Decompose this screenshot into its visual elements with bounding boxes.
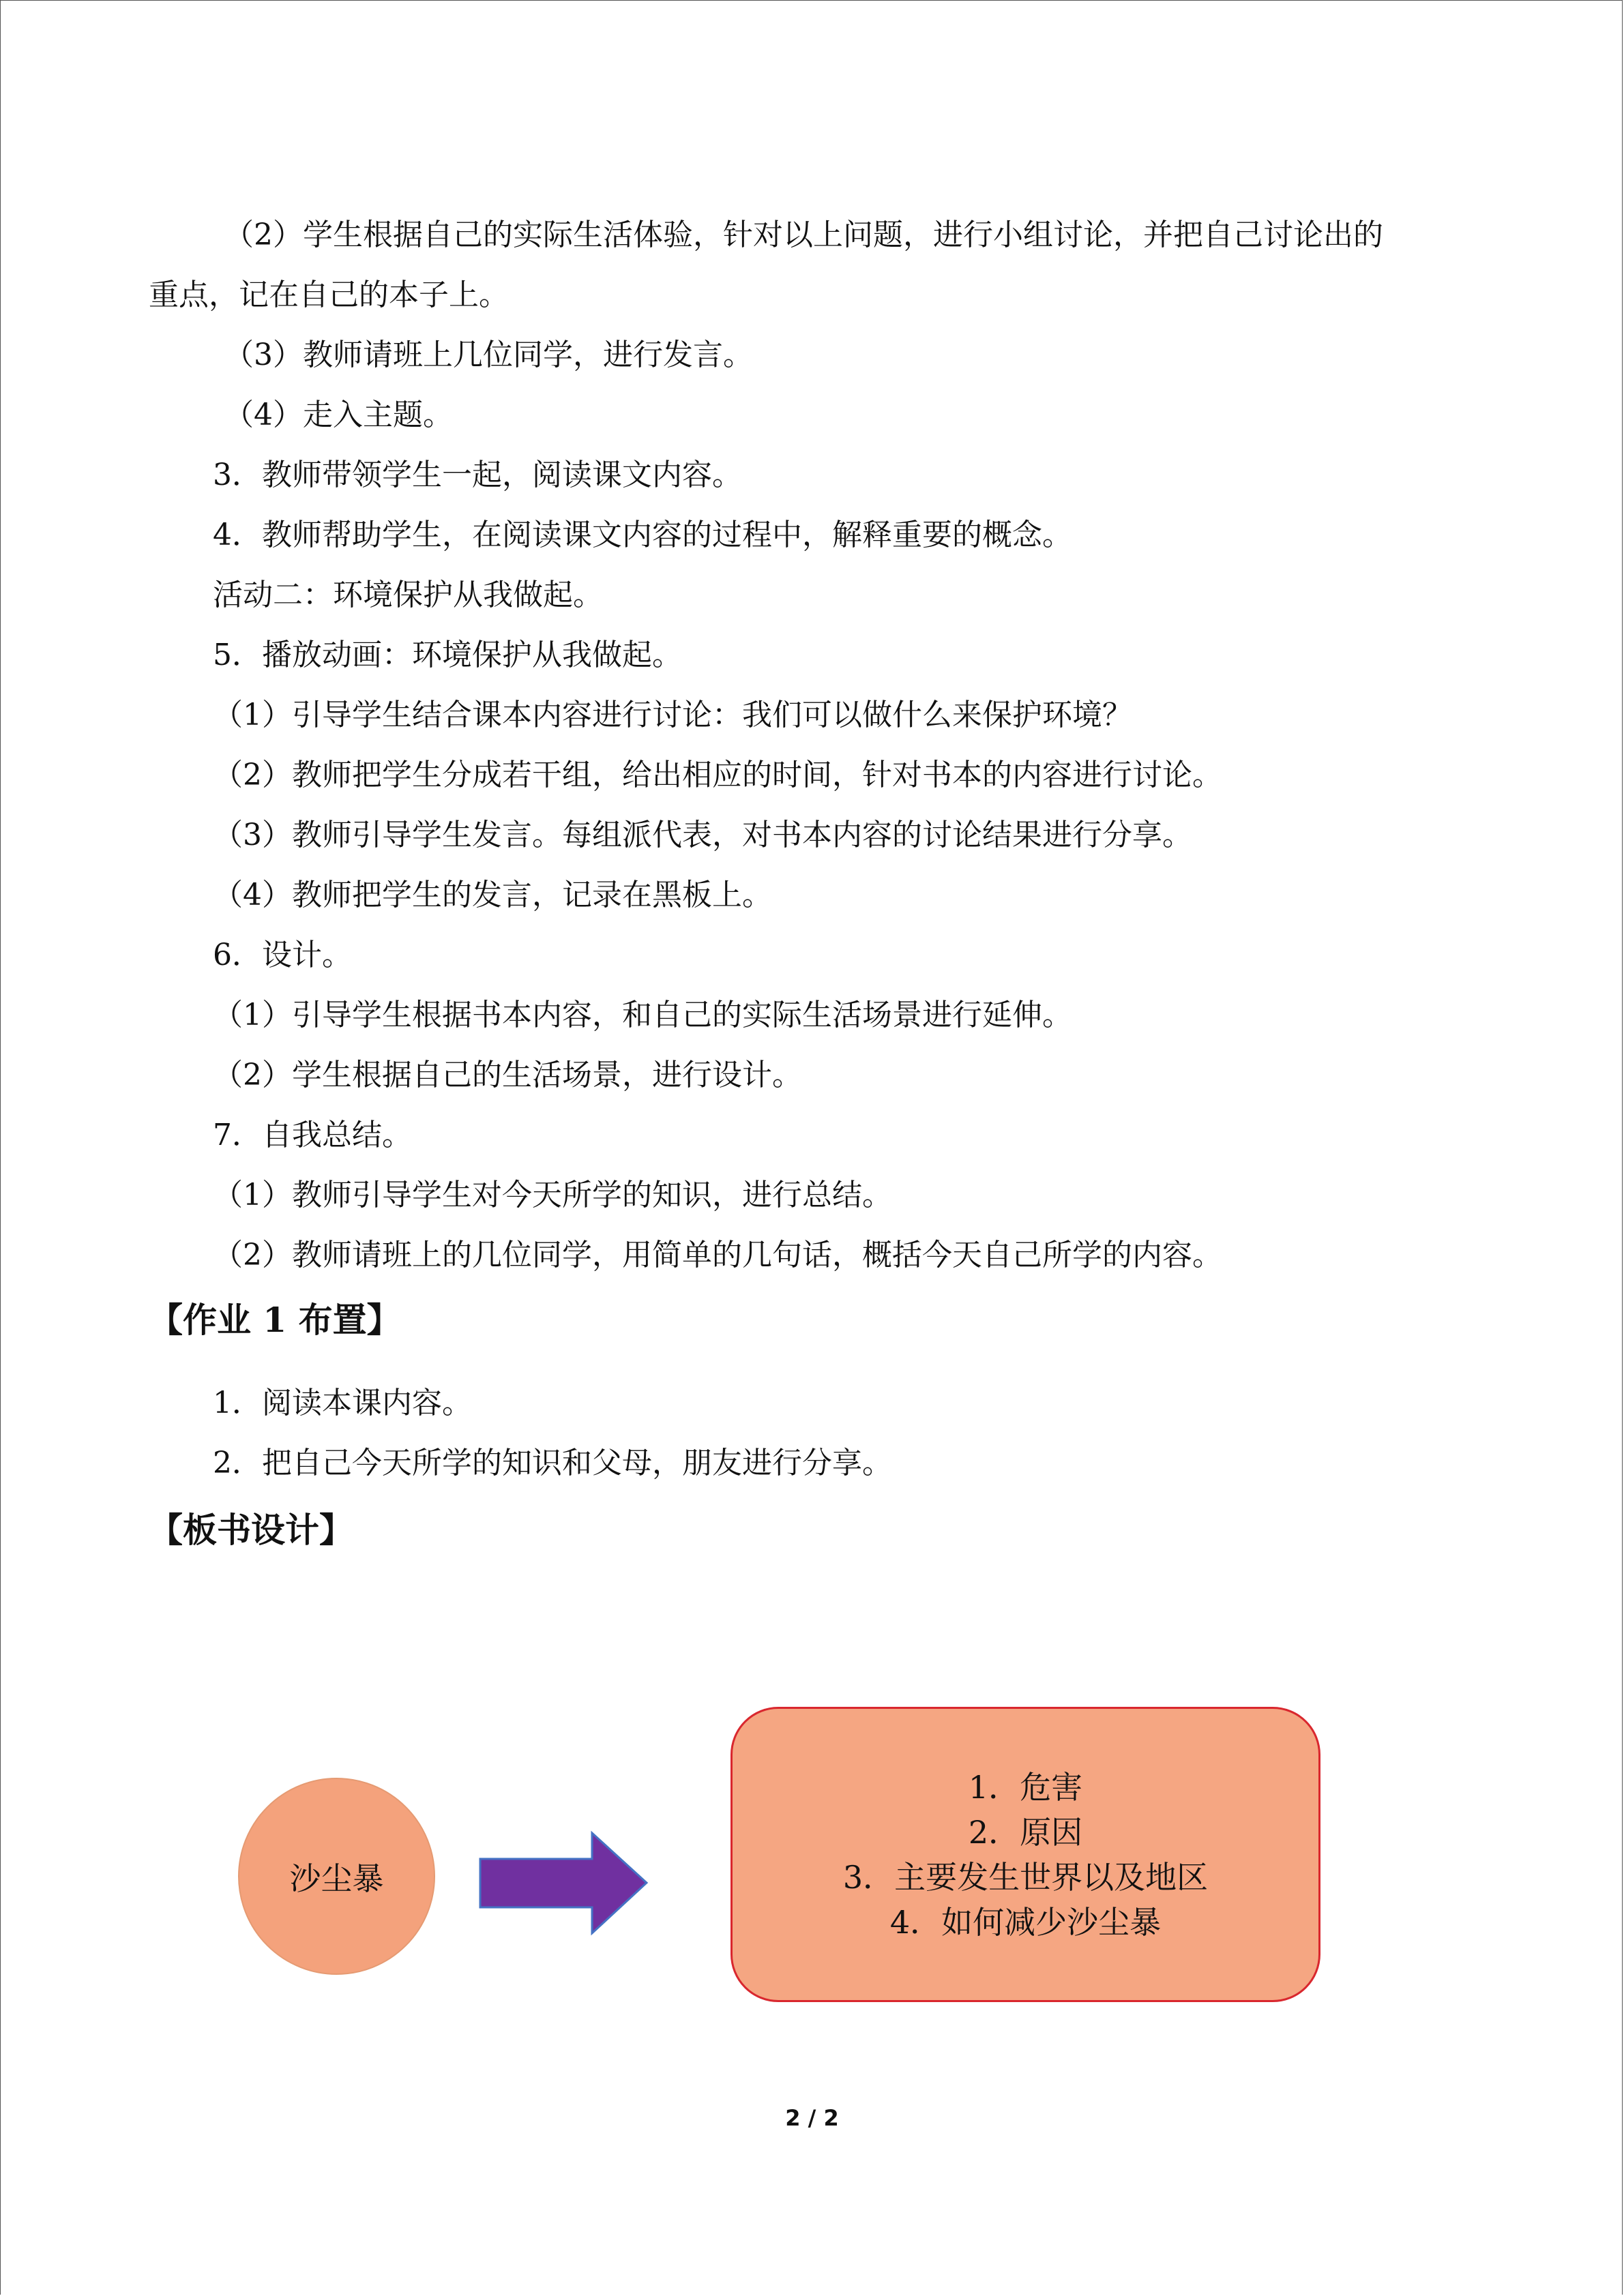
topic-circle-label: 沙尘暴 xyxy=(289,1860,384,1897)
body-line: 4．教师帮助学生，在阅读课文内容的过程中，解释重要的概念。 xyxy=(213,518,1072,552)
content-box-item: 3．主要发生世界以及地区 xyxy=(842,1858,1209,1896)
body-line: 6．设计。 xyxy=(213,938,352,972)
homework-heading: 【作业 1 布置】 xyxy=(149,1300,401,1340)
body-line: （1）教师引导学生对今天所学的知识，进行总结。 xyxy=(213,1178,892,1212)
content-box-item: 4．如何减少沙尘暴 xyxy=(889,1903,1162,1941)
content-box-item: 1．危害 xyxy=(968,1768,1083,1806)
right-arrow-icon xyxy=(477,1830,649,1936)
body-line: 活动二：环境保护从我做起。 xyxy=(213,578,603,612)
body-line: 7．自我总结。 xyxy=(213,1118,412,1152)
homework-item: 1．阅读本课内容。 xyxy=(213,1386,472,1420)
content-box xyxy=(730,1707,1320,2002)
arrow-shape xyxy=(480,1833,647,1933)
body-line: （2）教师把学生分成若干组，给出相应的时间，针对书本的内容进行讨论。 xyxy=(213,758,1222,792)
body-line: （3）教师请班上几位同学，进行发言。 xyxy=(224,338,753,372)
homework-item: 2．把自己今天所学的知识和父母，朋友进行分享。 xyxy=(213,1446,892,1480)
body-line: 重点，记在自己的本子上。 xyxy=(149,278,509,312)
body-line: 5．播放动画：环境保护从我做起。 xyxy=(213,638,682,672)
page-number: 2 / 2 xyxy=(785,2105,839,2131)
body-line: （2）教师请班上的几位同学，用简单的几句话，概括今天自己所学的内容。 xyxy=(213,1238,1222,1272)
body-line: （3）教师引导学生发言。每组派代表，对书本内容的讨论结果进行分享。 xyxy=(213,818,1192,852)
content-box-item: 2．原因 xyxy=(968,1813,1083,1851)
body-line: （2）学生根据自己的实际生活体验，针对以上问题，进行小组讨论，并把自己讨论出的 xyxy=(224,218,1383,252)
board-design-heading: 【板书设计】 xyxy=(149,1510,353,1550)
body-line: （1）引导学生结合课本内容进行讨论：我们可以做什么来保护环境？ xyxy=(213,698,1132,732)
topic-circle xyxy=(238,1778,435,1975)
body-line: （4）教师把学生的发言，记录在黑板上。 xyxy=(213,878,772,912)
body-line: （2）学生根据自己的生活场景，进行设计。 xyxy=(213,1058,802,1092)
body-line: （1）引导学生根据书本内容，和自己的实际生活场景进行延伸。 xyxy=(213,998,1072,1032)
body-line: （4）走入主题。 xyxy=(224,398,453,432)
body-line: 3．教师带领学生一起，阅读课文内容。 xyxy=(213,458,742,492)
